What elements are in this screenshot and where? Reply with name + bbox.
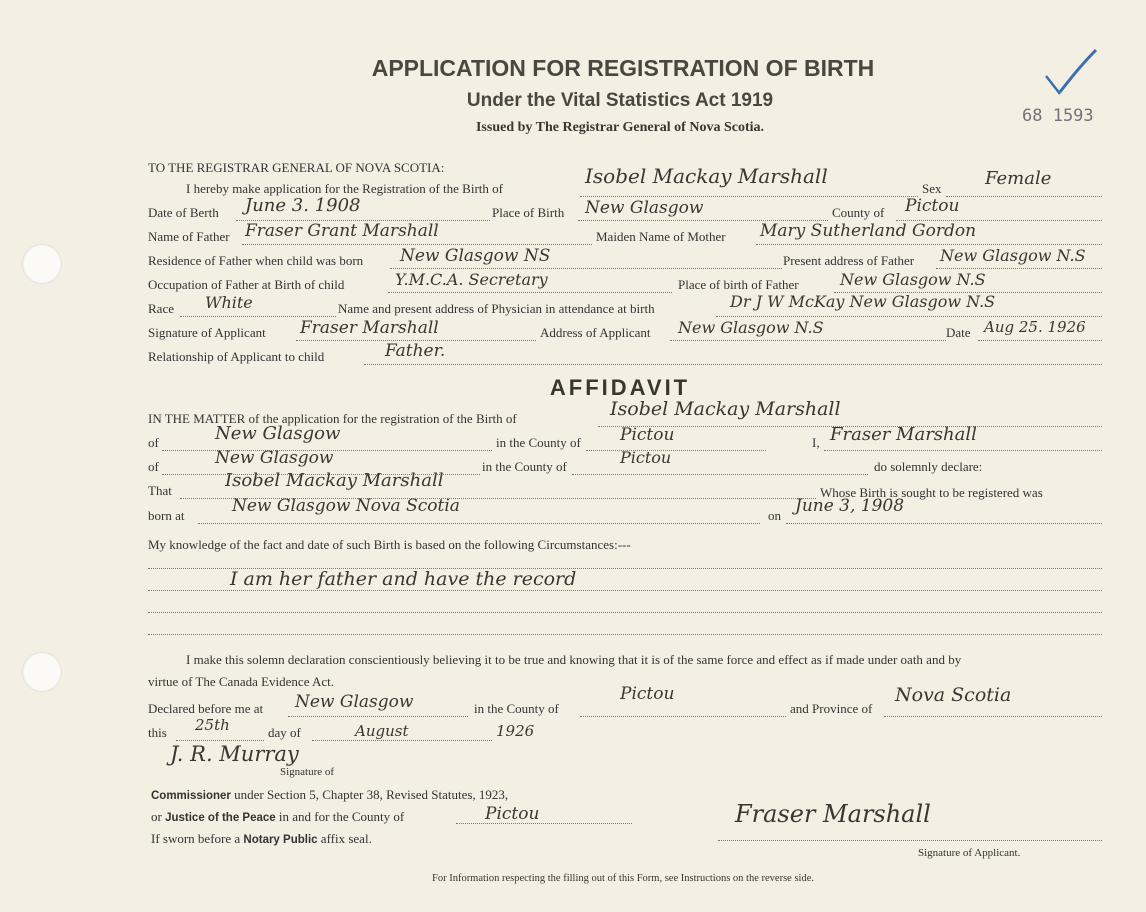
- whose-birth-label: Whose Birth is sought to be registered was: [820, 485, 1043, 500]
- born-at-label: born at: [148, 508, 185, 523]
- applicant-signature: Fraser Marshall: [735, 800, 931, 828]
- sworn-prefix: If sworn before a: [151, 831, 241, 846]
- declare-label: do solemnly declare:: [874, 459, 983, 474]
- father-value: Fraser Grant Marshall: [245, 221, 439, 241]
- circumstances-value: I am her father and have the record: [230, 568, 577, 590]
- signature-value: Fraser Marshall: [300, 318, 439, 338]
- declarant-value: Fraser Marshall: [830, 424, 977, 445]
- physician-value: Dr J W McKay New Glasgow N.S: [730, 292, 996, 311]
- present-address-value: New Glasgow N.S: [940, 246, 1086, 265]
- intro-label: I hereby make application for the Registration of the Birth of: [186, 181, 503, 196]
- jp-text: in and for the County of: [278, 809, 405, 824]
- county-value-1: Pictou: [620, 425, 675, 445]
- signature-label: Signature of Applicant: [148, 325, 266, 340]
- declaration-line-1: I make this solemn declaration conscientiously believing it to be true and knowing that it is of the same force and effect as if made under oath and by: [186, 652, 962, 667]
- declaration-line-2: virtue of The Canada Evidence Act.: [148, 674, 335, 689]
- that-label: That: [148, 483, 172, 498]
- i-label: I,: [812, 435, 820, 450]
- residence-label: Residence of Father when child was born: [148, 253, 364, 268]
- of-value-2: New Glasgow: [215, 448, 334, 468]
- sworn-suffix: affix seal.: [320, 831, 372, 846]
- affidavit-heading: AFFIDAVIT: [549, 375, 691, 400]
- county-label-1: in the County of: [496, 435, 581, 450]
- punch-hole: [22, 244, 62, 284]
- declared-county-label: in the County of: [474, 701, 559, 716]
- date-label: Date: [946, 325, 971, 340]
- jp-bold: Justice of the Peace: [165, 812, 276, 824]
- notary-bold: Notary Public: [243, 834, 318, 846]
- commissioner-text: under Section 5, Chapter 38, Revised Statutes, 1923,: [234, 787, 509, 802]
- declared-county-value: Pictou: [620, 684, 675, 704]
- father-birthplace-label: Place of birth of Father: [678, 277, 799, 292]
- commissioner-line: [151, 787, 508, 803]
- race-label: Race: [148, 301, 174, 316]
- father-label: Name of Father: [148, 229, 230, 244]
- county-label: County of: [832, 205, 885, 220]
- declared-at-label: Declared before me at: [148, 701, 264, 716]
- father-birthplace-value: New Glasgow N.S: [840, 270, 986, 289]
- occupation-label: Occupation of Father at Birth of child: [148, 277, 345, 292]
- county-value-2: Pictou: [620, 448, 672, 467]
- mother-label: Maiden Name of Mother: [596, 229, 726, 244]
- occupation-value: Y.M.C.A. Secretary: [395, 270, 548, 289]
- of-label-1: of: [148, 435, 159, 450]
- jp-line: [151, 809, 404, 825]
- matter-label: of the application for the registration of the Birth of: [248, 411, 517, 426]
- dob-value: June 3. 1908: [245, 195, 361, 216]
- sworn-line: [151, 831, 372, 847]
- dob-label: Date of Berth: [148, 205, 219, 220]
- matter-prefix: IN THE MATTER: [148, 411, 246, 426]
- date-value: Aug 25. 1926: [984, 318, 1086, 336]
- month-value: August: [355, 722, 409, 740]
- residence-value: New Glasgow NS: [400, 246, 551, 266]
- form-subtitle: Under the Vital Statistics Act 1919: [466, 90, 774, 111]
- sex-label: Sex: [922, 181, 942, 196]
- relationship-label: Relationship of Applicant to child: [148, 349, 325, 364]
- address-label: Address of Applicant: [540, 325, 651, 340]
- punch-hole: [22, 652, 62, 692]
- signature-of-label: Signature of: [280, 766, 335, 778]
- day-of-label: day of: [268, 725, 301, 740]
- province-label: and Province of: [790, 701, 873, 716]
- physician-label: Name and present address of Physician in attendance at birth: [338, 301, 655, 316]
- present-address-label: Present address of Father: [783, 253, 915, 268]
- registration-number: 68 1593: [1022, 106, 1094, 126]
- jp-county-value: Pictou: [485, 804, 540, 824]
- or-label: or: [151, 809, 162, 824]
- commissioner-bold: Commissioner: [151, 790, 231, 802]
- of-value-1: New Glasgow: [215, 423, 341, 444]
- declared-at-value: New Glasgow: [295, 692, 414, 712]
- form-title: APPLICATION FOR REGISTRATION OF BIRTH: [371, 55, 875, 81]
- footer-note: For Information respecting the filling out of this Form, see Instructions on the reverse side.: [431, 873, 814, 884]
- applicant-signature-label: Signature of Applicant.: [918, 847, 1021, 859]
- day-value: 25th: [195, 716, 230, 734]
- province-value: Nova Scotia: [895, 684, 1012, 706]
- to-registrar-label: TO THE REGISTRAR GENERAL OF NOVA SCOTIA:: [148, 160, 445, 175]
- child-name-value: Isobel Mackay Marshall: [585, 164, 828, 188]
- address-value: New Glasgow N.S: [678, 318, 824, 337]
- pob-label: Place of Birth: [492, 205, 565, 220]
- county-label-2: in the County of: [482, 459, 567, 474]
- born-at-value: New Glasgow Nova Scotia: [232, 496, 460, 516]
- relationship-value: Father.: [385, 341, 446, 361]
- commissioner-signature: J. R. Murray: [170, 742, 299, 766]
- that-name-value: Isobel Mackay Marshall: [225, 470, 444, 491]
- knowledge-label: My knowledge of the fact and date of such Birth is based on the following Circumstances:---: [148, 537, 631, 552]
- mother-value: Mary Sutherland Gordon: [760, 221, 977, 241]
- race-value: White: [205, 293, 253, 312]
- born-on-value: June 3, 1908: [795, 496, 905, 516]
- this-label: this: [148, 725, 167, 740]
- of-label-2: of: [148, 459, 159, 474]
- pob-value: New Glasgow: [585, 198, 704, 218]
- issued-by: Issued by The Registrar General of Nova Scotia.: [475, 120, 765, 135]
- sex-value: Female: [985, 168, 1052, 189]
- on-label: on: [768, 508, 781, 523]
- matter-name-value: Isobel Mackay Marshall: [610, 398, 841, 420]
- county-value: Pictou: [905, 196, 960, 216]
- year-value: 1926: [496, 722, 535, 740]
